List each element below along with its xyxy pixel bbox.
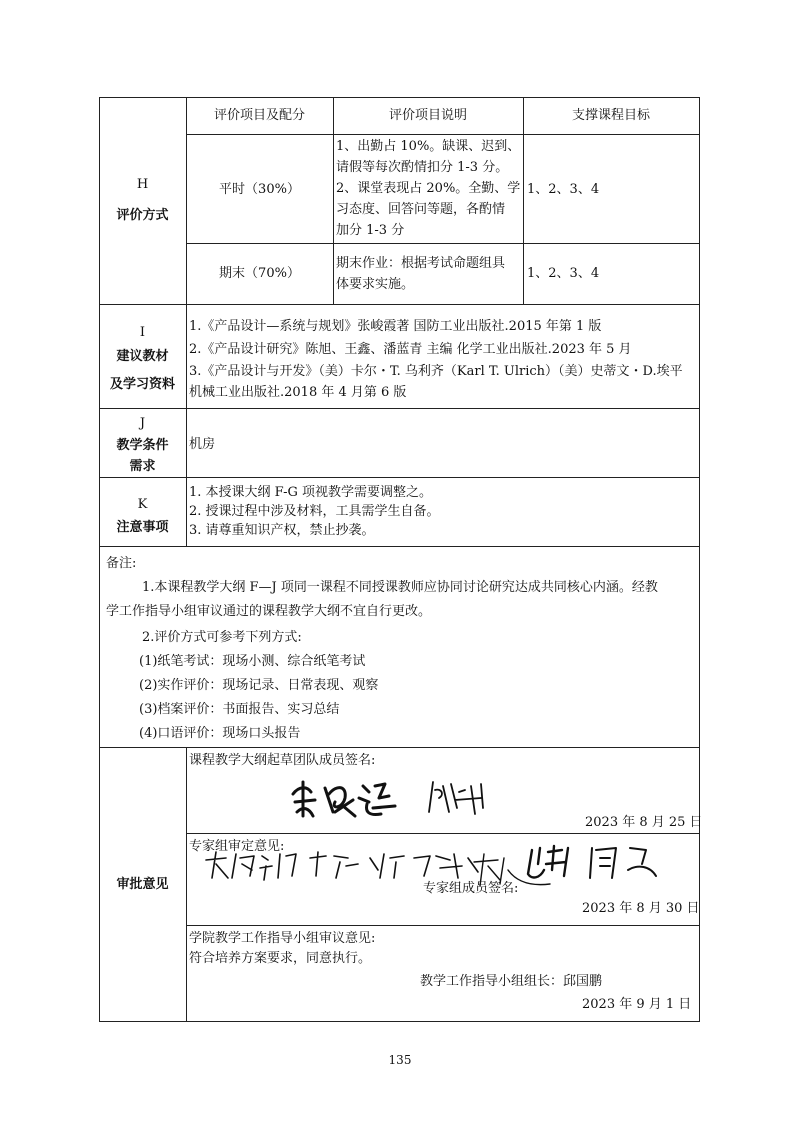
eval-label-letter: H (136, 177, 149, 192)
drafting-title: 课程教学大纲起草团队成员签名: (189, 753, 376, 768)
materials-label-line1: 建议教材 (116, 349, 169, 364)
eval-header-divider (186, 134, 700, 135)
eval-row-desc-line: 2、课堂表现占 20%。全勤、学 (336, 181, 521, 196)
materials-line: 机械工业出版社.2018 年 4 月第 6 版 (189, 385, 407, 400)
notes-line: 3. 请尊重知识产权，禁止抄袭。 (189, 523, 375, 538)
conditions-label-letter: J (139, 416, 146, 431)
college-leader: 教学工作指导小组组长：邱国鹏 (420, 974, 603, 989)
drafting-date: 2023 年 8 月 25 日 (585, 815, 703, 830)
eval-row-desc-line: 体要求实施。 (336, 277, 415, 292)
section-divider-remarks-approval (99, 747, 700, 748)
materials-line: 2.《产品设计研究》陈旭、王鑫、潘蓝青 主编 化学工业出版社.2023 年 5 月 (189, 342, 632, 357)
table-border-right (699, 97, 700, 1022)
section-divider-k-remarks (99, 546, 700, 547)
expert-date: 2023 年 8 月 30 日 (582, 901, 700, 916)
notes-label-letter: K (137, 497, 148, 512)
expert-members-signature (470, 840, 690, 895)
conditions-label-line2: 需求 (129, 459, 156, 474)
materials-label-letter: I (139, 325, 146, 340)
eval-header-item: 评价项目及配分 (213, 108, 305, 123)
eval-row-desc-line: 期末作业：根据考试命题组具 (336, 256, 506, 271)
eval-col-divider-1 (333, 97, 334, 305)
remarks-item: (3)档案评价：书面报告、实习总结 (139, 702, 340, 717)
remarks-item: (4)口语评价：现场口头报告 (139, 726, 301, 741)
eval-row-goals: 1、2、3、4 (527, 266, 600, 281)
approval-divider-2 (186, 925, 700, 926)
eval-row-desc-line: 1、出勤占 10%。缺课、迟到、 (336, 139, 521, 154)
eval-row-goals: 1、2、3、4 (527, 182, 600, 197)
eval-row-item: 平时（30%） (219, 182, 300, 197)
eval-row-desc-line: 习态度、回答问等题，各酌情 (336, 202, 506, 217)
remarks-item: (2)实作评价：现场记录、日常表现、观察 (139, 678, 379, 693)
materials-line: 3.《产品设计与开发》（美）卡尔・T. 乌利齐（Karl T. Ulrich）（美）史蒂文・D.埃平 (189, 364, 683, 379)
eval-header-goals: 支撑课程目标 (571, 108, 650, 123)
notes-line: 2. 授课过程中涉及材料，工具需学生自备。 (189, 504, 440, 519)
remarks-paragraph-1-line-2: 学工作指导小组审议通过的课程教学大纲不宜自行更改。 (106, 604, 432, 619)
page-number: 135 (388, 1053, 412, 1067)
expert-title: 专家组审定意见: (189, 839, 285, 854)
eval-row-divider (186, 243, 700, 244)
notes-label-title: 注意事项 (116, 520, 169, 535)
remarks-paragraph-1-line-1: 1.本课程教学大纲 F—J 项同一课程不同授课教师应协同讨论研究达成共同核心内涵。经教 (142, 580, 658, 595)
remarks-item: (1)纸笔考试：现场小测、综合纸笔考试 (139, 654, 366, 669)
eval-label-title: 评价方式 (116, 208, 169, 223)
eval-row-desc-line: 请假等每次酌情扣分 1-3 分。 (336, 160, 509, 175)
section-divider-h-i (99, 304, 700, 305)
label-column-divider-2 (186, 747, 187, 1022)
college-title: 学院教学工作指导小组审议意见: (189, 931, 376, 946)
college-opinion: 符合培养方案要求，同意执行。 (189, 951, 372, 966)
remarks-paragraph-2: 2.评价方式可参考下列方式: (142, 630, 302, 645)
eval-row-item: 期末（70%） (219, 266, 300, 281)
conditions-label-line1: 教学条件 (116, 438, 169, 453)
materials-label-line2: 及学习资料 (109, 377, 175, 392)
drafting-signature (285, 772, 525, 822)
materials-line: 1.《产品设计—系统与规划》张峻霞著 国防工业出版社.2015 年第 1 版 (189, 319, 602, 334)
section-divider-j-k (99, 477, 700, 478)
table-border-top (99, 97, 700, 98)
approval-divider-1 (186, 833, 700, 834)
conditions-value: 机房 (189, 437, 216, 452)
table-border-bottom (99, 1021, 700, 1022)
eval-row-desc-line: 加分 1-3 分 (336, 223, 405, 238)
eval-col-divider-2 (523, 97, 524, 305)
eval-header-desc: 评价项目说明 (388, 108, 467, 123)
label-column-divider-1 (186, 97, 187, 547)
approval-label: 审批意见 (116, 877, 169, 892)
notes-line: 1. 本授课大纲 F-G 项视教学需要调整之。 (189, 485, 433, 500)
expert-members-label: 专家组成员签名: (423, 881, 519, 896)
remarks-title: 备注: (106, 556, 137, 571)
college-date: 2023 年 9 月 1 日 (582, 997, 692, 1012)
section-divider-i-j (99, 408, 700, 409)
